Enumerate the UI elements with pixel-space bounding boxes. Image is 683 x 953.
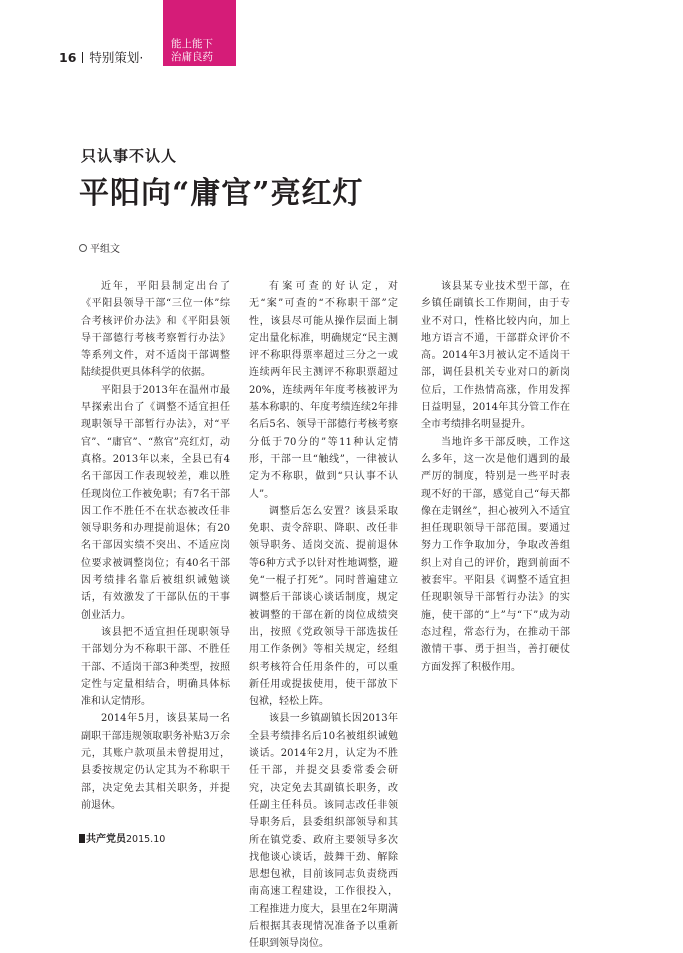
article-author (79, 240, 120, 255)
circle-bullet-icon (79, 244, 87, 252)
paragraph: 有案可查的好认定，对无“案”可查的“不称职干部”定性，该县尽可能从操作层面上制定出量化标准，明确规定“民主测评不称职得票率超过三分之一或连续两年民主测评不称职票超过20%，连续两年年度考核被评为基本称职的、年度考绩连续2年排名后5名、领导干部德行考核考察分低于70分的”等11种认定情形，干部一旦“触线”，一律被认定为不称职，做到“只认事不认人”。 (249, 281, 398, 500)
paragraph: 当地许多干部反映，工作这么多年，这一次是他们遇到的最严厉的制度，特别是一些平时表现不好的干部，感觉自己“每天都像在走钢丝”，担心被列入不适宜担任现职领导干部范围。要通过努力工作争取加分，争取改善组织上对自己的评价，跑到前面不被套牢。平阳县《调整不适宜担任现职领导干部暂行办法》的实施，使干部的“上”与“下”成为动态过程，常态行为，在推动干部激情干事、勇于担当，善打硬仗方面发挥了积极作用。 (421, 436, 570, 673)
magazine-logo: 共产党员 (79, 834, 126, 845)
paragraph: 2014年5月，该县某局一名副职干部违规领取职务补贴3万余元，其账户款项虽未曾提用过，县委按规定仍认定其为不称职干部，决定免去其相关职务，并提前退休。 (81, 713, 230, 811)
paragraph: 该县某专业技术型干部，在乡镇任副镇长工作期间，由于专业不对口，性格比较内向，加上地方语言不通，干部群众评价不高。2014年3月被认定不适岗干部，调任县机关专业对口的新岗位后，工作热情高涨，作用发挥日益明显，2014年其分管工作在全市考绩排名明显提升。 (421, 281, 570, 431)
section-label: 特别策划· (89, 50, 144, 65)
paragraph: 近年，平阳县制定出台了《平阳县领导干部“三位一体”综合考核评价办法》和《平阳县领导干部德行考核考察暂行办法》等系列文件，对不适岗干部调整陆续提供更具体科学的依据。 (81, 281, 230, 379)
article-subtitle: 只认事不认人 (81, 147, 178, 165)
issue-number: 2015.10 (126, 834, 166, 845)
section-tab-line2: 治庸良药 (171, 51, 213, 63)
text-column-3 (421, 278, 570, 676)
article-title: 平阳向“庸官”亮红灯 (79, 176, 364, 211)
paragraph: 平阳县于2013年在温州市最早探索出台了《调整不适宜担任现职领导干部暂行办法》，对“平官”、“庸官”、“熬官”亮红灯，动真格。2013年以来，全县已有4名干部因工作表现较差，难以胜任现岗位工作被免职；有7名干部因工作不胜任不在状态被改任非领导职务和办理提前退休；有20名干部因实绩不突出、不适应岗位要求被调整岗位；有40名干部因考绩排名靠后被组织诫勉谈话，有效激发了干部队伍的干事创业活力。 (81, 384, 230, 621)
page-footer (79, 830, 165, 845)
page-header (59, 48, 143, 66)
section-tab (163, 0, 236, 66)
text-column-2 (249, 278, 398, 953)
page-number: 16 (59, 50, 77, 65)
paragraph: 该县把不适宜担任现职领导干部划分为不称职干部、不胜任干部、不适岗干部3种类型，按照定性与定量相结合，明确具体标准和认定情形。 (81, 626, 230, 708)
section-tab-line1: 能上能下 (171, 38, 213, 50)
author-name: 平组文 (90, 244, 120, 255)
header-divider (82, 52, 83, 63)
paragraph: 该县一乡镇副镇长因2013年全县考绩排名后10名被组织诫勉谈话。2014年2月，认定为不胜任干部，并提交县委常委会研究，决定免去其副镇长职务，改任副主任科员。该同志改任非领导职务后，县委组织部领导和其所在镇党委、政府主要领导多次找他谈心谈话，鼓舞干劲、解除思想包袱，目前该同志负责绕西南高速工程建设，工作很投入，工程推进力度大，县里在2年期满后根据其表现情况准备予以重新任职到领导岗位。 (249, 713, 398, 950)
text-column-1 (81, 278, 230, 814)
paragraph: 调整后怎么安置？该县采取免职、责令辞职、降职、改任非领导职务、适岗交流、提前退休等6种方式予以针对性地调整，避免“一棍子打死”。同时普遍建立调整后干部谈心谈话制度，规定被调整的干部在新的岗位成绩突出，按照《党政领导干部选拔任用工作条例》等相关规定，经组织考核符合任用条件的，可以重新任用或提拔使用，使干部放下包袱，轻松上阵。 (249, 505, 398, 708)
